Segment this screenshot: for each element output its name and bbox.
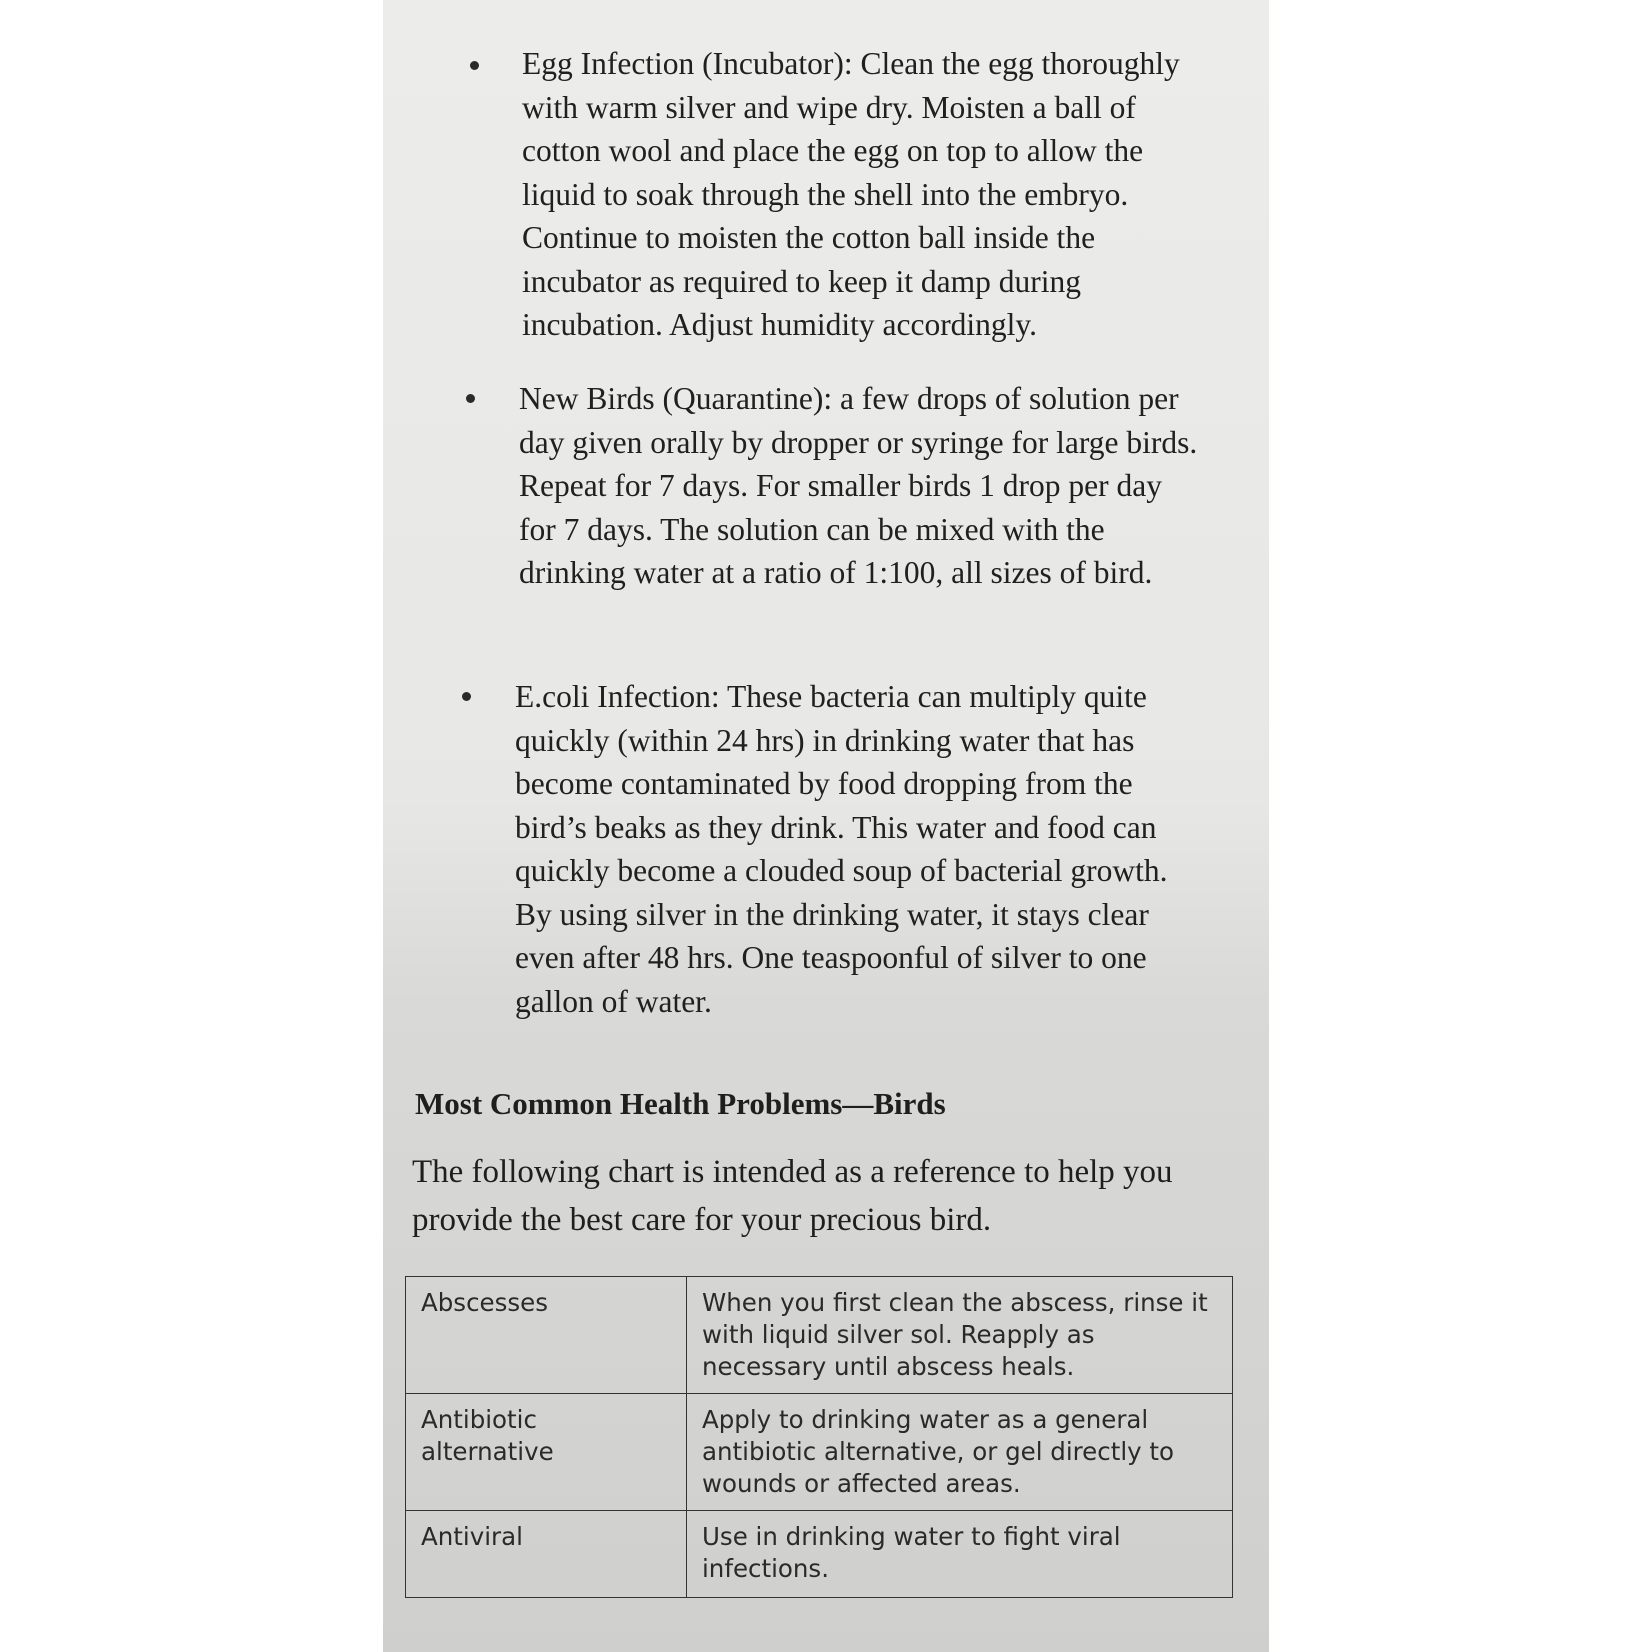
- problem-cell: Antiviral: [406, 1511, 687, 1598]
- bullet-text: New Birds (Quarantine): a few drops of solution per day given orally by dropper or syringe for large birds. Repeat for 7 days. For smaller birds 1 drop per day for 7 days. The solution can be mixed with the drinking water at a ratio of 1:100, all sizes of bird.: [519, 381, 1198, 590]
- table-row: [406, 1277, 1233, 1394]
- bullet-dot: [462, 692, 471, 701]
- health-problems-table: [405, 1276, 1233, 1598]
- treatment-cell: When you first clean the abscess, rinse it with liquid silver sol. Reapply as necessary until abscess heals.: [687, 1277, 1233, 1394]
- treatment-cell: Use in drinking water to fight viral infections.: [687, 1511, 1233, 1598]
- bullet-text: Egg Infection (Incubator): Clean the egg thoroughly with warm silver and wipe dry. Moisten a ball of cotton wool and place the egg on top to allow the liquid to soak through the shell into the embryo. Continue to moisten the cotton ball inside the incubator as required to keep it damp during incubation. Adjust humidity accordingly.: [522, 46, 1180, 342]
- section-intro: The following chart is intended as a reference to help you provide the best care for your precious bird.: [412, 1154, 1173, 1238]
- bullet-text: E.coli Infection: These bacteria can multiply quite quickly (within 24 hrs) in drinking water that has become contaminated by food dropping from the bird’s beaks as they drink. This water and food can quickly become a clouded soup of bacterial growth. By using silver in the drinking water, it stays clear even after 48 hrs. One teaspoonful of silver to one gallon of water.: [515, 679, 1168, 1019]
- problem-cell: Antibiotic alternative: [406, 1394, 687, 1511]
- problem-cell: Abscesses: [406, 1277, 687, 1394]
- section-heading: Most Common Health Problems—Birds: [415, 1086, 946, 1121]
- bullet-dot: [466, 394, 475, 403]
- book-page: [383, 0, 1269, 1652]
- bullet-dot: [470, 61, 479, 70]
- table-row: [406, 1394, 1233, 1511]
- table-row: [406, 1511, 1233, 1598]
- treatment-cell: Apply to drinking water as a general antibiotic alternative, or gel directly to wounds or affected areas.: [687, 1394, 1233, 1511]
